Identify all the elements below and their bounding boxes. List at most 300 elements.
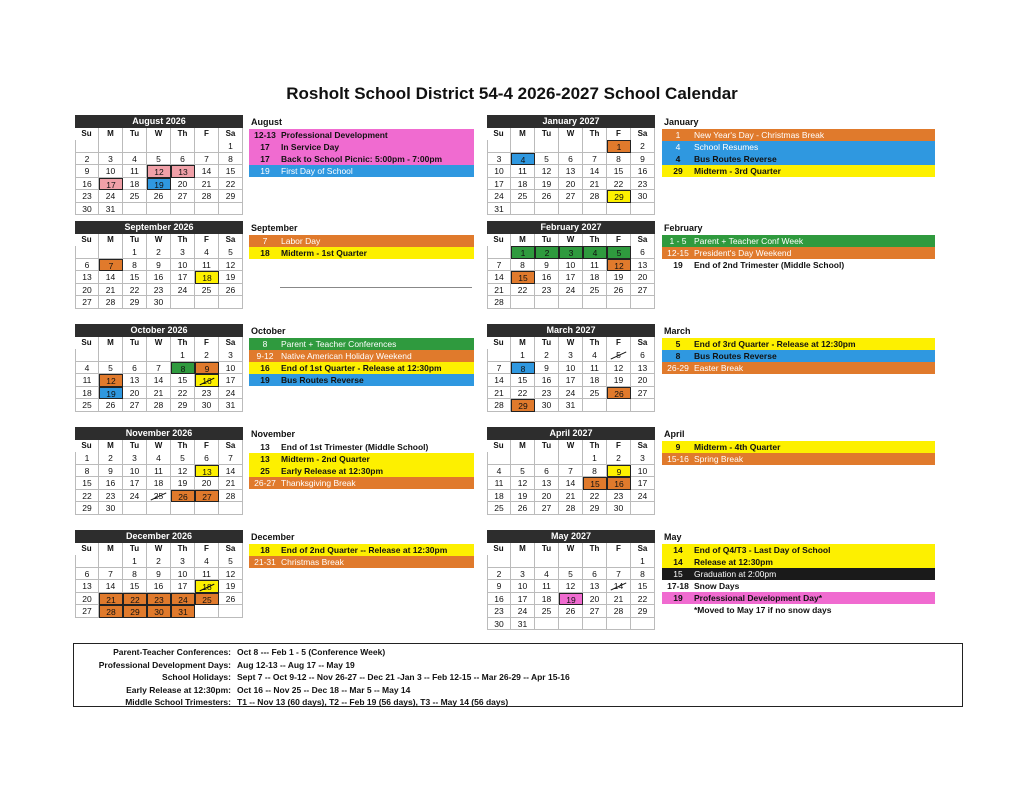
day-cell: 7 bbox=[99, 259, 123, 272]
event-date: 19 bbox=[673, 260, 683, 270]
day-cell: 8 bbox=[171, 362, 195, 375]
weekday-label: Sa bbox=[631, 234, 655, 246]
empty-day-cell bbox=[99, 246, 123, 259]
event-date: 4 bbox=[675, 154, 681, 164]
month-calendar bbox=[487, 115, 655, 215]
day-cell: 24 bbox=[631, 490, 655, 503]
day-cell: 15 bbox=[219, 165, 243, 178]
day-cell: 29 bbox=[171, 399, 195, 412]
day-cell: 10 bbox=[171, 259, 195, 272]
empty-day-cell bbox=[583, 399, 607, 412]
day-cell: 22 bbox=[511, 284, 535, 297]
empty-day-cell bbox=[123, 502, 147, 515]
weekday-label: Tu bbox=[535, 128, 559, 140]
event-text: Midterm - 1st Quarter bbox=[281, 248, 367, 258]
day-cell: 28 bbox=[99, 296, 123, 309]
empty-day-cell bbox=[535, 203, 559, 216]
event-date: 13 bbox=[260, 454, 270, 464]
empty-day-cell bbox=[559, 140, 583, 153]
day-cell: 20 bbox=[75, 284, 99, 297]
day-cell: 10 bbox=[559, 259, 583, 272]
day-cell: 8 bbox=[631, 568, 655, 581]
month-header: September 2026 bbox=[75, 221, 243, 234]
event-row bbox=[249, 556, 474, 568]
event-text: End of 1st Trimester (Middle School) bbox=[281, 442, 429, 452]
day-cell: 6 bbox=[75, 259, 99, 272]
day-cell: 5 bbox=[99, 362, 123, 375]
empty-day-cell bbox=[75, 246, 99, 259]
weekday-label: W bbox=[559, 543, 583, 555]
event-row bbox=[249, 165, 474, 177]
month-header: August 2026 bbox=[75, 115, 243, 128]
empty-day-cell bbox=[195, 296, 219, 309]
day-cell: 26 bbox=[535, 190, 559, 203]
day-cell: 7 bbox=[559, 465, 583, 478]
weekday-label: Th bbox=[583, 440, 607, 452]
day-cell: 11 bbox=[123, 165, 147, 178]
day-cell: 25 bbox=[195, 284, 219, 297]
event-text: Thanksgiving Break bbox=[281, 478, 356, 488]
weekday-label: Su bbox=[75, 543, 99, 555]
day-cell: 26 bbox=[219, 284, 243, 297]
day-cell: 28 bbox=[487, 399, 511, 412]
day-cell: 23 bbox=[75, 190, 99, 203]
empty-day-cell bbox=[99, 140, 123, 153]
day-cell: 14 bbox=[487, 271, 511, 284]
weekday-label: F bbox=[607, 440, 631, 452]
event-date: 9-12 bbox=[256, 351, 274, 361]
weekday-label: F bbox=[195, 128, 219, 140]
empty-day-cell bbox=[631, 399, 655, 412]
day-cell: 28 bbox=[583, 190, 607, 203]
event-text: Release at 12:30pm bbox=[694, 557, 773, 567]
empty-day-cell bbox=[535, 296, 559, 309]
day-cell: 27 bbox=[583, 605, 607, 618]
empty-day-cell bbox=[583, 203, 607, 216]
empty-day-cell bbox=[583, 618, 607, 631]
event-date: 7 bbox=[262, 236, 268, 246]
day-cell: 10 bbox=[123, 465, 147, 478]
day-cell: 25 bbox=[583, 387, 607, 400]
weekday-label: W bbox=[559, 337, 583, 349]
day-cell: 12 bbox=[607, 362, 631, 375]
day-cell: 17 bbox=[511, 593, 535, 606]
month-calendar bbox=[75, 427, 243, 515]
day-cell: 8 bbox=[123, 568, 147, 581]
day-cell: 31 bbox=[219, 399, 243, 412]
event-date: 26-29 bbox=[667, 363, 689, 373]
weekday-label: Tu bbox=[123, 440, 147, 452]
day-cell: 26 bbox=[559, 605, 583, 618]
summary-value: Sept 7 -- Oct 9-12 -- Nov 26-27 -- Dec 21 -Jan 3 -- Feb 12-15 -- Mar 26-29 -- Apr 15-16 bbox=[237, 672, 570, 682]
day-cell: 22 bbox=[583, 490, 607, 503]
weekday-label: Tu bbox=[123, 337, 147, 349]
day-cell: 31 bbox=[511, 618, 535, 631]
day-cell: 4 bbox=[123, 153, 147, 166]
event-row bbox=[662, 141, 935, 153]
weekday-label: W bbox=[147, 234, 171, 246]
day-cell: 3 bbox=[219, 349, 243, 362]
event-row bbox=[249, 362, 474, 374]
day-cell: 13 bbox=[559, 165, 583, 178]
event-text: Graduation at 2:00pm bbox=[694, 569, 777, 579]
day-cell: 27 bbox=[535, 502, 559, 515]
event-row bbox=[249, 153, 474, 165]
day-cell: 13 bbox=[631, 362, 655, 375]
event-date: 19 bbox=[260, 166, 270, 176]
weekday-label: Th bbox=[171, 234, 195, 246]
event-date: 1 - 5 bbox=[669, 236, 687, 246]
day-cell: 6 bbox=[559, 153, 583, 166]
day-cell: 5 bbox=[559, 568, 583, 581]
event-text: Spring Break bbox=[694, 454, 744, 464]
weekday-label: Su bbox=[75, 128, 99, 140]
empty-day-cell bbox=[631, 618, 655, 631]
summary-value: T1 -- Nov 13 (60 days), T2 -- Feb 19 (56 days), T3 -- May 14 (56 days) bbox=[237, 697, 509, 707]
day-cell: 2 bbox=[607, 452, 631, 465]
month-grid bbox=[487, 234, 655, 309]
day-cell: 1 bbox=[171, 349, 195, 362]
empty-day-cell bbox=[535, 618, 559, 631]
day-cell: 14 bbox=[147, 374, 171, 387]
day-cell: 25 bbox=[147, 490, 171, 503]
day-cell: 12 bbox=[559, 580, 583, 593]
month-grid bbox=[75, 128, 243, 215]
day-cell: 5 bbox=[219, 246, 243, 259]
month-header: May 2027 bbox=[487, 530, 655, 543]
day-cell: 31 bbox=[487, 203, 511, 216]
day-cell: 2 bbox=[535, 349, 559, 362]
day-cell: 3 bbox=[559, 246, 583, 259]
weekday-label: Tu bbox=[123, 128, 147, 140]
day-cell: 11 bbox=[195, 568, 219, 581]
day-cell: 22 bbox=[607, 178, 631, 191]
day-cell: 24 bbox=[559, 284, 583, 297]
day-cell: 1 bbox=[123, 555, 147, 568]
day-cell: 4 bbox=[535, 568, 559, 581]
weekday-label: W bbox=[559, 128, 583, 140]
day-cell: 29 bbox=[123, 296, 147, 309]
event-text: Native American Holiday Weekend bbox=[281, 351, 412, 361]
day-cell: 26 bbox=[511, 502, 535, 515]
empty-day-cell bbox=[75, 140, 99, 153]
event-date: 17 bbox=[260, 154, 270, 164]
day-cell: 7 bbox=[487, 259, 511, 272]
day-cell: 15 bbox=[511, 374, 535, 387]
empty-day-cell bbox=[583, 140, 607, 153]
month-header: March 2027 bbox=[487, 324, 655, 337]
day-cell: 2 bbox=[487, 568, 511, 581]
weekday-label: M bbox=[99, 128, 123, 140]
day-cell: 26 bbox=[99, 399, 123, 412]
weekday-label: F bbox=[195, 543, 219, 555]
event-date: 14 bbox=[673, 557, 683, 567]
event-text: Professional Development bbox=[281, 130, 388, 140]
day-cell: 29 bbox=[123, 605, 147, 618]
day-cell: 3 bbox=[631, 452, 655, 465]
empty-day-cell bbox=[123, 203, 147, 216]
day-cell: 3 bbox=[99, 153, 123, 166]
day-cell: 1 bbox=[607, 140, 631, 153]
day-cell: 3 bbox=[511, 568, 535, 581]
event-text: Bus Routes Reverse bbox=[281, 375, 364, 385]
day-cell: 20 bbox=[75, 593, 99, 606]
weekday-label: W bbox=[147, 337, 171, 349]
day-cell: 18 bbox=[147, 477, 171, 490]
day-cell: 30 bbox=[607, 502, 631, 515]
empty-day-cell bbox=[75, 555, 99, 568]
day-cell: 22 bbox=[171, 387, 195, 400]
day-cell: 12 bbox=[219, 259, 243, 272]
weekday-label: Su bbox=[487, 128, 511, 140]
event-row bbox=[249, 441, 474, 453]
day-cell: 27 bbox=[631, 284, 655, 297]
day-cell: 4 bbox=[195, 246, 219, 259]
empty-day-cell bbox=[559, 452, 583, 465]
month-calendar bbox=[75, 530, 243, 618]
weekday-label: Su bbox=[75, 440, 99, 452]
day-cell: 17 bbox=[123, 477, 147, 490]
day-cell: 21 bbox=[559, 490, 583, 503]
empty-day-cell bbox=[219, 296, 243, 309]
day-cell: 7 bbox=[583, 153, 607, 166]
event-row bbox=[249, 129, 474, 141]
event-date: 19 bbox=[260, 375, 270, 385]
day-cell: 15 bbox=[123, 271, 147, 284]
day-cell: 4 bbox=[195, 555, 219, 568]
day-cell: 28 bbox=[487, 296, 511, 309]
event-date: 12-13 bbox=[254, 130, 276, 140]
empty-day-cell bbox=[559, 203, 583, 216]
event-text: First Day of School bbox=[281, 166, 353, 176]
day-cell: 19 bbox=[99, 387, 123, 400]
event-date: 16 bbox=[260, 363, 270, 373]
day-cell: 19 bbox=[219, 580, 243, 593]
day-cell: 16 bbox=[535, 374, 559, 387]
weekday-label: Su bbox=[487, 337, 511, 349]
event-row bbox=[662, 604, 935, 616]
event-row bbox=[662, 544, 935, 556]
weekday-label: Tu bbox=[535, 234, 559, 246]
weekday-label: M bbox=[511, 543, 535, 555]
day-cell: 4 bbox=[147, 452, 171, 465]
empty-day-cell bbox=[99, 349, 123, 362]
day-cell: 21 bbox=[487, 284, 511, 297]
weekday-label: Sa bbox=[631, 440, 655, 452]
day-cell: 14 bbox=[219, 465, 243, 478]
day-cell: 12 bbox=[171, 465, 195, 478]
day-cell: 14 bbox=[99, 271, 123, 284]
event-text: Back to School Picnic: 5:00pm - 7:00pm bbox=[281, 154, 443, 164]
event-date: 21-31 bbox=[254, 557, 276, 567]
empty-day-cell bbox=[559, 555, 583, 568]
event-list bbox=[249, 116, 474, 177]
day-cell: 8 bbox=[511, 259, 535, 272]
event-date: 8 bbox=[675, 351, 681, 361]
day-cell: 12 bbox=[99, 374, 123, 387]
day-cell: 24 bbox=[559, 387, 583, 400]
event-text: School Resumes bbox=[694, 142, 759, 152]
event-list-title: October bbox=[251, 326, 286, 336]
day-cell: 27 bbox=[195, 490, 219, 503]
event-text: Labor Day bbox=[281, 236, 321, 246]
day-cell: 13 bbox=[195, 465, 219, 478]
event-list-title: December bbox=[251, 532, 295, 542]
day-cell: 12 bbox=[147, 165, 171, 178]
summary-row bbox=[74, 684, 962, 697]
day-cell: 31 bbox=[171, 605, 195, 618]
month-grid bbox=[75, 337, 243, 412]
empty-day-cell bbox=[219, 203, 243, 216]
event-date: 15-16 bbox=[667, 454, 689, 464]
day-cell: 16 bbox=[487, 593, 511, 606]
weekday-label: Th bbox=[583, 128, 607, 140]
event-text: Bus Routes Reverse bbox=[694, 351, 777, 361]
day-cell: 9 bbox=[75, 165, 99, 178]
weekday-label: Th bbox=[171, 543, 195, 555]
weekday-label: W bbox=[147, 543, 171, 555]
day-cell: 30 bbox=[147, 605, 171, 618]
event-row bbox=[249, 465, 474, 477]
day-cell: 6 bbox=[631, 349, 655, 362]
empty-day-cell bbox=[631, 203, 655, 216]
summary-row bbox=[74, 671, 962, 684]
event-text: Professional Development Day* bbox=[694, 593, 823, 603]
day-cell: 5 bbox=[535, 153, 559, 166]
day-cell: 11 bbox=[147, 465, 171, 478]
day-cell: 29 bbox=[75, 502, 99, 515]
day-cell: 9 bbox=[631, 153, 655, 166]
empty-day-cell bbox=[195, 605, 219, 618]
empty-day-cell bbox=[147, 502, 171, 515]
day-cell: 11 bbox=[535, 580, 559, 593]
empty-day-cell bbox=[607, 399, 631, 412]
day-cell: 26 bbox=[171, 490, 195, 503]
empty-day-cell bbox=[75, 349, 99, 362]
day-cell: 11 bbox=[583, 362, 607, 375]
day-cell: 25 bbox=[75, 399, 99, 412]
event-list bbox=[662, 116, 935, 177]
day-cell: 10 bbox=[511, 580, 535, 593]
empty-day-cell bbox=[487, 452, 511, 465]
day-cell: 2 bbox=[535, 246, 559, 259]
empty-day-cell bbox=[147, 140, 171, 153]
month-header: February 2027 bbox=[487, 221, 655, 234]
day-cell: 1 bbox=[219, 140, 243, 153]
day-cell: 19 bbox=[535, 178, 559, 191]
day-cell: 2 bbox=[195, 349, 219, 362]
day-cell: 30 bbox=[195, 399, 219, 412]
weekday-label: F bbox=[607, 543, 631, 555]
day-cell: 17 bbox=[171, 580, 195, 593]
event-row bbox=[662, 235, 935, 247]
event-date: 17 bbox=[260, 142, 270, 152]
empty-day-cell bbox=[487, 246, 511, 259]
day-cell: 5 bbox=[511, 465, 535, 478]
weekday-label: Th bbox=[583, 234, 607, 246]
event-text: Christmas Break bbox=[281, 557, 344, 567]
event-list bbox=[249, 222, 474, 259]
day-cell: 6 bbox=[195, 452, 219, 465]
month-grid bbox=[75, 234, 243, 309]
day-cell: 2 bbox=[75, 153, 99, 166]
event-row bbox=[249, 477, 474, 489]
day-cell: 25 bbox=[487, 502, 511, 515]
month-calendar bbox=[75, 115, 243, 215]
day-cell: 20 bbox=[631, 374, 655, 387]
empty-day-cell bbox=[535, 140, 559, 153]
day-cell: 1 bbox=[631, 555, 655, 568]
day-cell: 28 bbox=[99, 605, 123, 618]
day-cell: 3 bbox=[559, 349, 583, 362]
empty-day-cell bbox=[511, 555, 535, 568]
weekday-label: W bbox=[559, 440, 583, 452]
day-cell: 24 bbox=[487, 190, 511, 203]
day-cell: 16 bbox=[75, 178, 99, 191]
weekday-label: M bbox=[511, 128, 535, 140]
month-grid bbox=[487, 337, 655, 412]
day-cell: 27 bbox=[171, 190, 195, 203]
weekday-label: W bbox=[559, 234, 583, 246]
day-cell: 19 bbox=[171, 477, 195, 490]
event-text: *Moved to May 17 if no snow days bbox=[694, 605, 832, 615]
empty-day-cell bbox=[559, 618, 583, 631]
event-row bbox=[662, 247, 935, 259]
empty-day-cell bbox=[607, 618, 631, 631]
weekday-label: Su bbox=[487, 440, 511, 452]
event-date: 25 bbox=[260, 466, 270, 476]
event-text: Midterm - 3rd Quarter bbox=[694, 166, 781, 176]
day-cell: 17 bbox=[171, 271, 195, 284]
event-date: 5 bbox=[675, 339, 681, 349]
day-cell: 8 bbox=[511, 362, 535, 375]
day-cell: 22 bbox=[511, 387, 535, 400]
event-text: Midterm - 2nd Quarter bbox=[281, 454, 370, 464]
day-cell: 21 bbox=[487, 387, 511, 400]
day-cell: 1 bbox=[75, 452, 99, 465]
day-cell: 15 bbox=[583, 477, 607, 490]
event-row bbox=[662, 362, 935, 374]
day-cell: 20 bbox=[559, 178, 583, 191]
weekday-label: Sa bbox=[219, 128, 243, 140]
event-row bbox=[662, 165, 935, 177]
empty-day-cell bbox=[511, 140, 535, 153]
day-cell: 24 bbox=[123, 490, 147, 503]
day-cell: 14 bbox=[559, 477, 583, 490]
day-cell: 20 bbox=[535, 490, 559, 503]
weekday-label: F bbox=[195, 337, 219, 349]
day-cell: 15 bbox=[75, 477, 99, 490]
weekday-label: Th bbox=[583, 543, 607, 555]
weekday-label: Sa bbox=[631, 337, 655, 349]
day-cell: 10 bbox=[99, 165, 123, 178]
weekday-label: Tu bbox=[535, 337, 559, 349]
weekday-label: Th bbox=[171, 337, 195, 349]
day-cell: 13 bbox=[75, 580, 99, 593]
event-list bbox=[662, 222, 935, 271]
event-date: 9 bbox=[675, 442, 681, 452]
event-date bbox=[662, 604, 694, 616]
day-cell: 25 bbox=[195, 593, 219, 606]
day-cell: 3 bbox=[123, 452, 147, 465]
day-cell: 9 bbox=[195, 362, 219, 375]
day-cell: 21 bbox=[147, 387, 171, 400]
empty-day-cell bbox=[219, 605, 243, 618]
day-cell: 11 bbox=[583, 259, 607, 272]
summary-box bbox=[73, 643, 963, 707]
event-list bbox=[662, 325, 935, 374]
day-cell: 25 bbox=[511, 190, 535, 203]
